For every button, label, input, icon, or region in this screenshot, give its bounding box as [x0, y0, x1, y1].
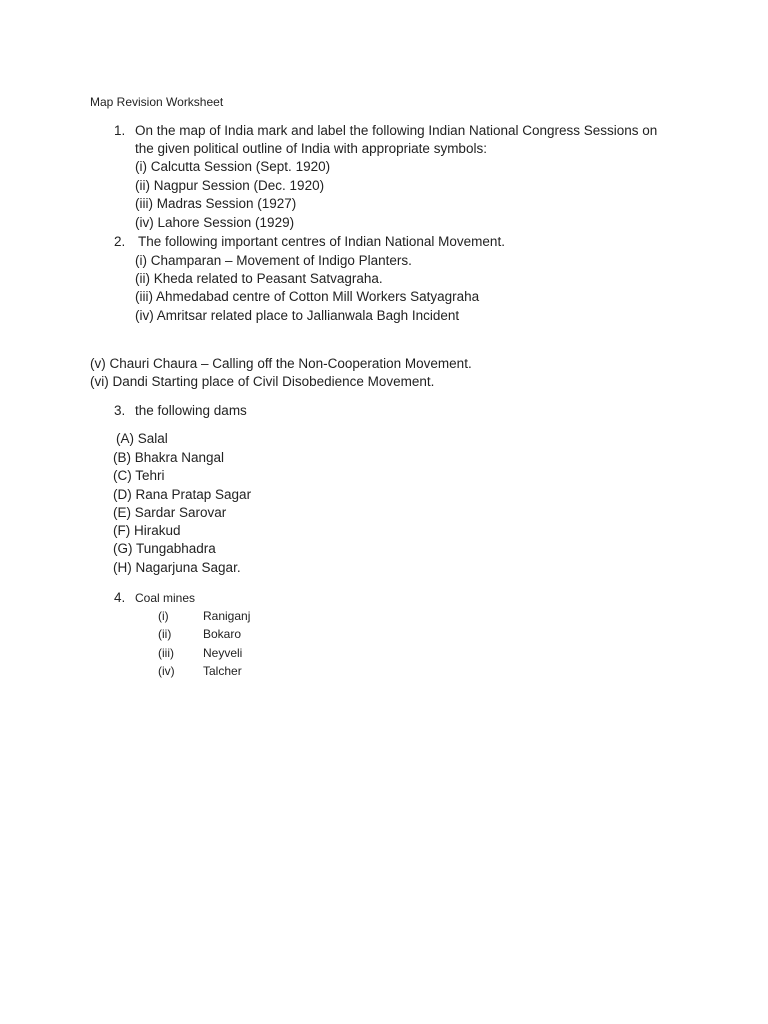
question-1-line: the given political outline of India with appropriate symbols:: [135, 141, 487, 156]
question-3-text: the following dams: [135, 403, 247, 418]
centre-item: (i) Champaran – Movement of Indigo Planters.: [135, 253, 412, 268]
dam-item: (H) Nagarjuna Sagar.: [113, 560, 241, 575]
centre-item: (vi) Dandi Starting place of Civil Disobedience Movement.: [90, 374, 435, 389]
question-4-number: 4.: [114, 590, 126, 605]
question-1-number: 1.: [114, 123, 126, 138]
dam-item: (C) Tehri: [113, 468, 165, 483]
dam-item: (A) Salal: [116, 431, 168, 446]
centre-item: (iv) Amritsar related place to Jallianwala Bagh Incident: [135, 308, 460, 323]
session-item: (ii) Nagpur Session (Dec. 1920): [135, 178, 325, 193]
question-3-number: 3.: [114, 403, 126, 418]
centre-item: (ii) Kheda related to Peasant Satvagraha.: [135, 271, 383, 286]
centre-item: (v) Chauri Chaura – Calling off the Non-Cooperation Movement.: [90, 356, 472, 371]
mine-name: Talcher: [203, 664, 242, 678]
mine-numeral: (iv): [158, 664, 175, 678]
session-item: (iv) Lahore Session (1929): [135, 215, 295, 230]
session-item: (iii) Madras Session (1927): [135, 196, 297, 211]
question-4-text: Coal mines: [135, 591, 196, 605]
dam-item: (F) Hirakud: [113, 523, 181, 538]
mine-numeral: (ii): [158, 627, 172, 641]
mine-name: Bokaro: [203, 627, 242, 641]
dam-item: (E) Sardar Sarovar: [113, 505, 227, 520]
dam-item: (B) Bhakra Nangal: [113, 450, 225, 465]
dam-item: (D) Rana Pratap Sagar: [113, 487, 252, 502]
mine-numeral: (i): [158, 609, 169, 623]
question-1-line: On the map of India mark and label the following Indian National Congress Sessions on: [135, 123, 658, 138]
question-2-line: The following important centres of Indian National Movement.: [138, 234, 505, 249]
session-item: (i) Calcutta Session (Sept. 1920): [135, 159, 331, 174]
mine-numeral: (iii): [158, 646, 174, 660]
question-2-number: 2.: [114, 234, 126, 249]
dam-item: (G) Tungabhadra: [113, 541, 216, 556]
mine-name: Neyveli: [203, 646, 243, 660]
worksheet-title: Map Revision Worksheet: [90, 95, 224, 109]
centre-item: (iii) Ahmedabad centre of Cotton Mill Workers Satyagraha: [135, 289, 480, 304]
mine-name: Raniganj: [203, 609, 251, 623]
